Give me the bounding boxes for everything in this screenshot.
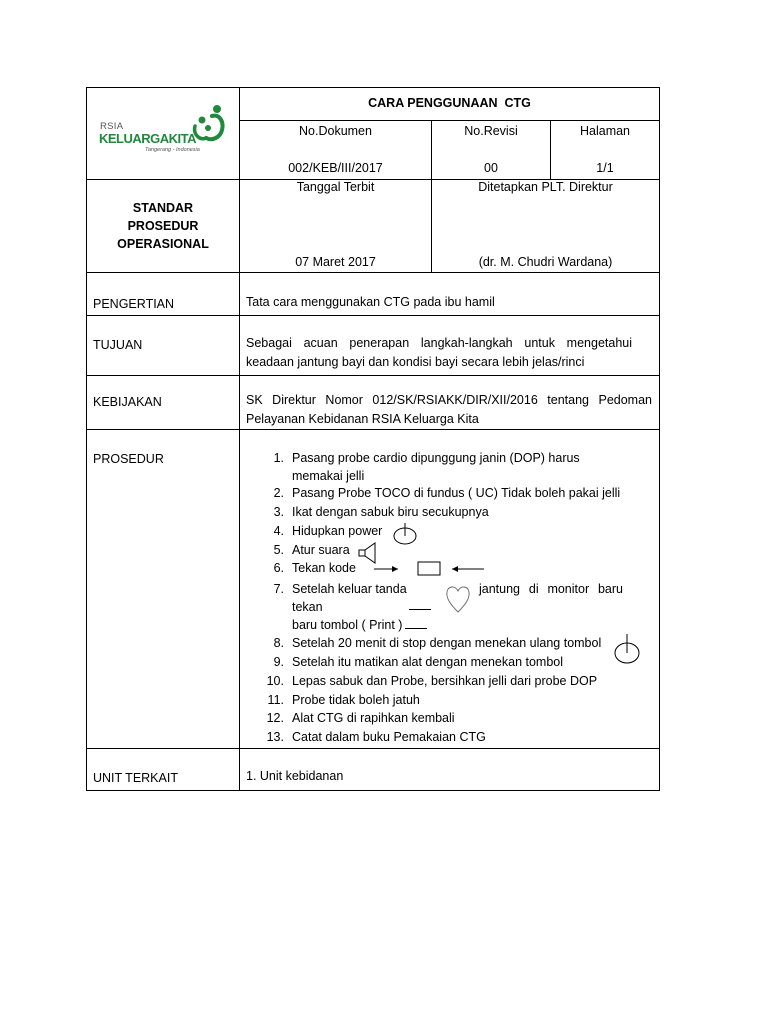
heart-icon <box>444 582 472 614</box>
step-13: 13. Catat dalam buku Pemakaian CTG <box>266 730 486 744</box>
family-logo-icon <box>190 104 226 148</box>
issue-date-value: 07 Maret 2017 <box>295 255 376 269</box>
tekan-blank-line <box>409 609 431 610</box>
sop-heading-line3: OPERASIONAL <box>117 237 209 251</box>
step-1: 1. Pasang probe cardio dipunggung janin (DOP) harus memakai jelli <box>273 451 580 483</box>
revision-label: No.Revisi <box>464 124 518 138</box>
doc-number-value: 002/KEB/III/2017 <box>288 161 383 175</box>
hospital-logo <box>98 104 230 156</box>
revision-value: 00 <box>484 161 498 175</box>
kebijakan-line1: SK Direktur Nomor 012/SK/RSIAKK/DIR/XII/2016 tentang Pedoman <box>246 393 652 407</box>
step-2: 2. Pasang Probe TOCO di fundus ( UC) Tidak boleh pakai jelli <box>273 486 621 500</box>
unit-text: 1. Unit kebidanan <box>246 769 344 783</box>
step-11: 11. Probe tidak boleh jatuh <box>267 693 420 707</box>
procedure-steps <box>266 0 652 760</box>
step-8: 8. Setelah 20 menit di stop dengan menekan ulang tombol <box>273 636 602 650</box>
step-4: 4. Hidupkan power <box>273 524 383 538</box>
step-9: 9. Setelah itu matikan alat dengan menekan tombol <box>273 655 564 669</box>
step-3: 3. Ikat dengan sabuk biru secukupnya <box>273 505 489 519</box>
issue-date-label: Tanggal Terbit <box>296 180 375 194</box>
approver-label: Ditetapkan PLT. Direktur <box>478 180 613 194</box>
page-value: 1/1 <box>596 161 614 175</box>
table-border-right <box>659 87 660 791</box>
step-7: 7. Setelah keluar tanda jantung di monitor baru tekan baru tombol ( Print ) <box>273 582 623 632</box>
step-5: 5. Atur suara <box>273 543 350 557</box>
document-title: CARA PENGGUNAAN CTG <box>368 96 531 110</box>
step-6: 6. Tekan kode <box>273 561 356 575</box>
tujuan-label: TUJUAN <box>93 338 143 352</box>
page-label: Halaman <box>579 124 631 138</box>
power-symbol-icon-stop <box>612 633 642 665</box>
logo-prefix: RSIA <box>100 121 124 132</box>
pengertian-label: PENGERTIAN <box>93 297 175 311</box>
table-border-left <box>86 87 87 791</box>
kebijakan-label: KEBIJAKAN <box>93 395 162 409</box>
tujuan-line1: Sebagai acuan penerapan langkah-langkah untuk mengetahui <box>246 336 632 350</box>
unit-label: UNIT TERKAIT <box>93 771 178 785</box>
sop-heading <box>87 199 239 253</box>
doc-number-label: No.Dokumen <box>299 124 372 138</box>
approver-name: (dr. M. Chudri Wardana) <box>478 255 613 269</box>
logo-location: Tangerang - Indonesia <box>145 147 200 153</box>
tujuan-line2: keadaan jantung bayi dan kondisi bayi secara lebih jelas/rinci <box>246 355 585 369</box>
sop-heading-line2: PROSEDUR <box>127 219 199 233</box>
sop-heading-line1: STANDAR <box>132 201 194 215</box>
step-12: 12. Alat CTG di rapihkan kembali <box>266 711 455 725</box>
code-button-arrows-icon <box>374 561 486 577</box>
power-symbol-icon <box>392 522 418 546</box>
prosedur-label: PROSEDUR <box>93 452 164 466</box>
step-7-line1: Setelah keluar tanda jantung di monitor baru <box>292 582 623 596</box>
logo-name: KELUARGAKITA <box>99 131 197 146</box>
print-blank-line <box>405 628 427 629</box>
kebijakan-line2: Pelayanan Kebidanan RSIA Keluarga Kita <box>246 412 479 426</box>
table-border-bottom <box>86 790 660 791</box>
step-10: 10. Lepas sabuk dan Probe, bersihkan jelli dari probe DOP <box>266 674 598 688</box>
pengertian-text: Tata cara menggunakan CTG pada ibu hamil <box>246 295 495 309</box>
